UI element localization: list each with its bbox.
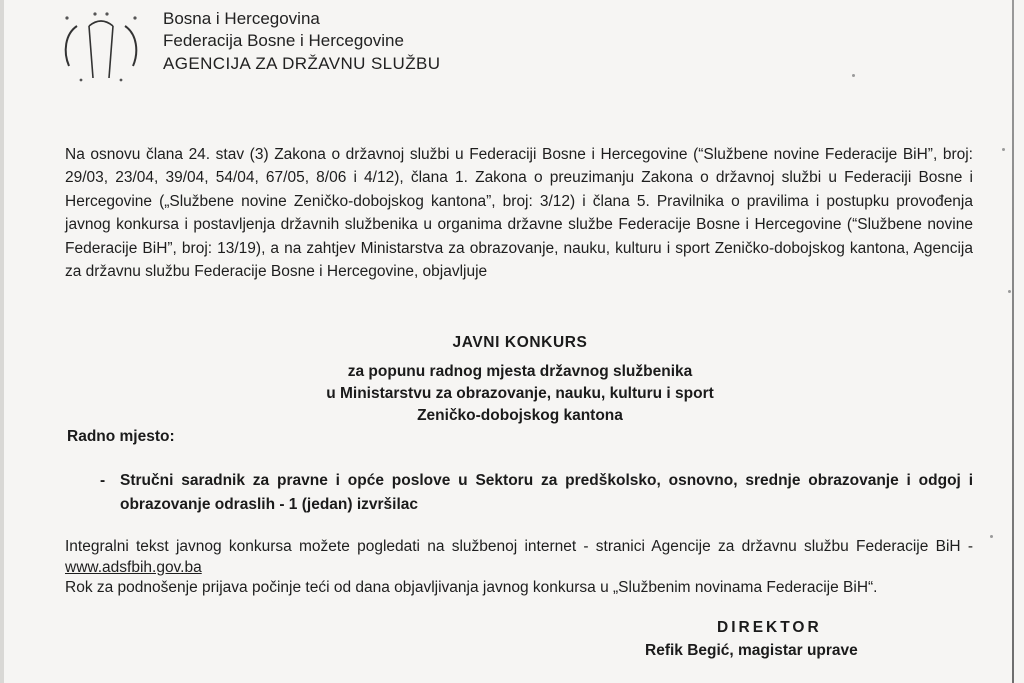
agency-logo-icon xyxy=(55,8,147,88)
announcement-title: JAVNI KONKURS xyxy=(452,334,588,351)
subtitle-line-3: Zeničko-dobojskog kantona xyxy=(417,407,623,424)
scan-speck xyxy=(852,74,855,77)
director-title: DIREKTOR xyxy=(717,619,822,636)
letterhead xyxy=(163,8,440,75)
footer-info xyxy=(65,537,973,578)
subtitle-line-1: za popunu radnog mjesta državnog službenika xyxy=(347,363,693,380)
footer-text-2: Rok za podnošenje prijava počinje teći od dana objavljivanja javnog konkursa u „Službenim novinama Federacije BiH“. xyxy=(65,579,878,596)
announcement-subtitle xyxy=(0,361,1024,427)
scan-speck xyxy=(990,535,993,538)
footer-text-1: Integralni tekst javnog konkursa možete pogledati na službenoj internet - stranici Agencije za državnu službu Federacije BiH - xyxy=(65,538,973,555)
letterhead-country: Bosna i Hercegovina xyxy=(163,9,320,28)
letterhead-agency: AGENCIJA ZA DRŽAVNU SLUŽBU xyxy=(163,54,441,73)
list-dash: - xyxy=(100,472,106,489)
scan-speck xyxy=(1008,290,1011,293)
position-list-item xyxy=(100,469,973,517)
agency-website-link[interactable]: www.adsfbih.gov.ba xyxy=(65,558,202,576)
subtitle-line-2: u Ministarstvu za obrazovanje, nauku, kulturu i sport xyxy=(326,385,714,402)
position-title: Stručni saradnik za pravne i opće poslove u Sektoru za predškolsko, osnovno, srednje obrazovanje i odgoj i obrazovanje odraslih - 1 (jedan) izvršilac xyxy=(120,472,973,513)
signatory-name: Refik Begić, magistar uprave xyxy=(645,642,858,659)
intro-paragraph: Na osnovu člana 24. stav (3) Zakona o državnoj službi u Federaciji Bosne i Hercegovine (“Službene novine Federacije BiH”, broj: 29/03, 23/04, 39/04, 54/04, 67/05, 8/06 i 4/12), člana 1. Zakona o preuzimanju Zakona o državnoj službi u Federaciji Bosne i Hercegovine („Službene novine Zeničko-dobojskog kantona”, broj: 3/12) i člana 5. Pravilnika o pravilima i postupku provođenja javnog konkursa i postavljenja državnih službenika u organima državne službe Federacije Bosne i Hercegovine (“Službene novine Federacije BiH”, broj: 13/19), a na zahtjev Ministarstva za obrazovanje, nauku, kulturu i sport Zeničko-dobojskog kantona, Agencija za državnu službu Federacije Bosne i Hercegovine, objavljuje xyxy=(65,146,973,281)
position-label: Radno mjesto: xyxy=(67,428,175,445)
letterhead-federation: Federacija Bosne i Hercegovine xyxy=(163,31,404,50)
scan-speck xyxy=(1002,148,1005,151)
footer-paragraph xyxy=(65,537,973,599)
